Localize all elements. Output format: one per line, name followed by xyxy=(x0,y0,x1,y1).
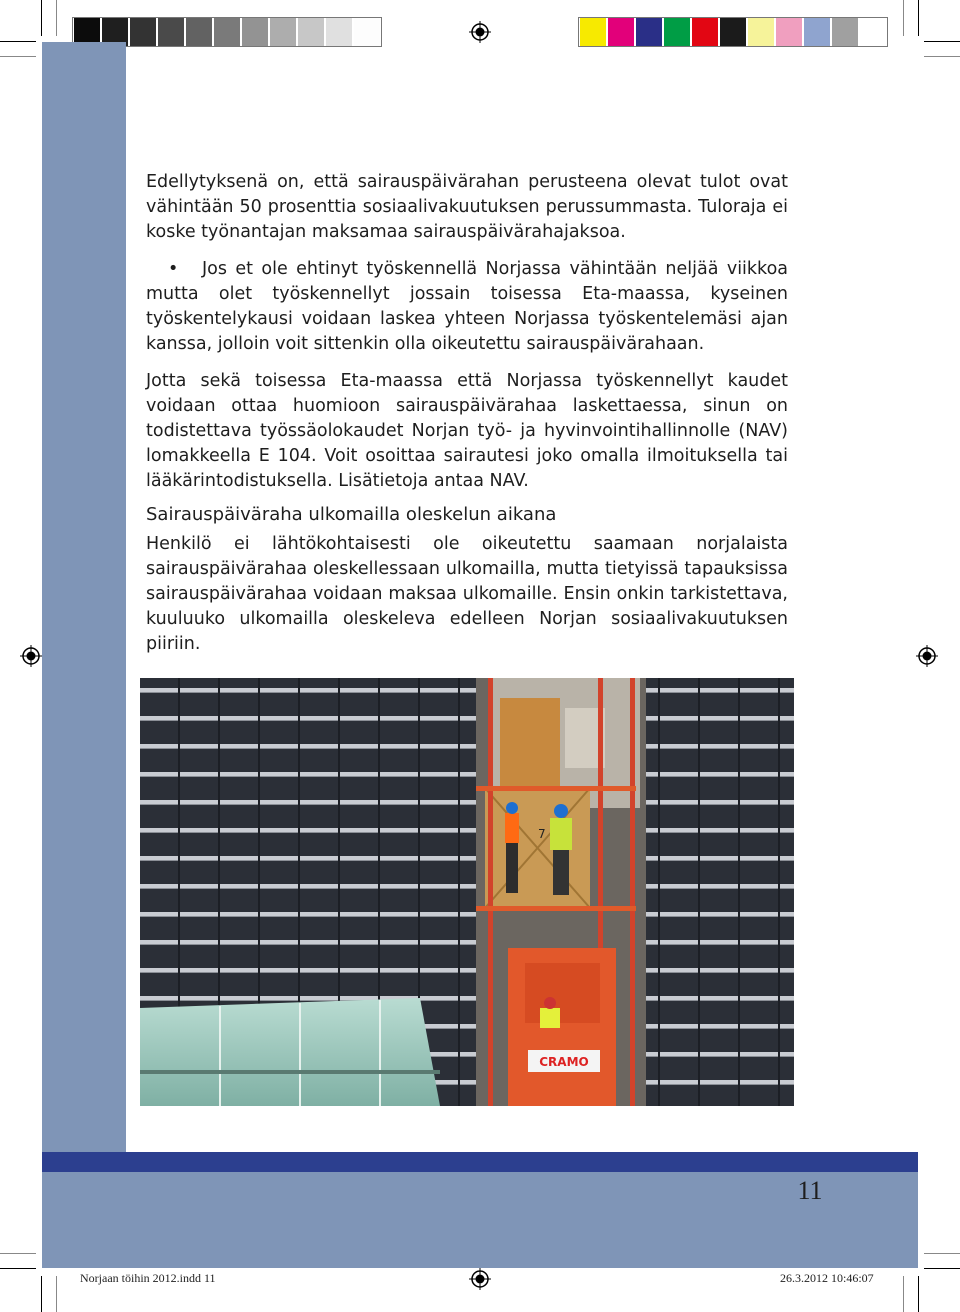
color-swatch xyxy=(158,18,184,46)
color-swatch xyxy=(186,18,212,46)
color-swatch xyxy=(242,18,268,46)
construction-scene xyxy=(140,678,794,1106)
color-swatch xyxy=(298,18,324,46)
bullet-text-first: Jos et ole ehtinyt työskennellä Norjassa vähintään neljää viikkoa xyxy=(202,259,788,279)
color-swatch xyxy=(580,18,606,46)
page-number: 11 xyxy=(797,1176,823,1205)
body-text xyxy=(146,532,788,657)
paragraph-eligibility: Edellytyksenä on, että sairauspäivärahan perusteena olevat tulot ovat vähintään 50 prosenttia sosiaalivakuutuksen perussummasta. Tuloraja ei koske työnantajan maksamaa sairauspäivärahajaksoa. xyxy=(146,172,788,242)
crop-mark xyxy=(924,1253,960,1254)
crop-mark xyxy=(0,1268,36,1269)
registration-mark-icon xyxy=(916,645,938,667)
color-swatch xyxy=(326,18,352,46)
crop-mark xyxy=(924,41,960,42)
color-swatch xyxy=(692,18,718,46)
color-swatch xyxy=(214,18,240,46)
crop-mark xyxy=(0,56,36,57)
crop-mark xyxy=(56,1276,57,1312)
paragraph-abroad: Henkilö ei lähtökohtaisesti ole oikeutettu saamaan norjalaista sairauspäivärahaa oleskellessaan ulkomailla, mutta tietyissä tapauksissa sairauspäivärahaa voidaan maksaa ulkomaille. Ensin onkin tarkistettava, kuuluuko ulkomailla oleskeleva edelleen Norjan sosiaalivakuutuksen piiriin. xyxy=(146,534,788,654)
bullet-text-rest: mutta olet työskennellyt jossain toisessa Eta-maassa, kyseinen työskentelykausi voidaan laskea yhteen Norjassa työskentelemäsi ajan kanssa, jolloin voit sittenkin olla oikeutettu sairauspäivärahaan. xyxy=(146,284,788,354)
slug-timestamp: 26.3.2012 10:46:07 xyxy=(780,1271,874,1285)
crop-mark xyxy=(41,1276,42,1312)
crop-mark xyxy=(903,1276,904,1312)
crop-mark xyxy=(0,1253,36,1254)
color-swatch xyxy=(664,18,690,46)
crop-mark xyxy=(41,0,42,36)
color-swatch xyxy=(748,18,774,46)
paragraph-eta-periods: Jotta sekä toisessa Eta-maassa että Norjassa työskennellyt kaudet voidaan ottaa huomioon sairauspäivärahaa laskettaessa, sinun on todistettava työssäolokaudet Norjan työ- ja hyvinvointihallinnolle (NAV) lomakkeella E 104. Voit osoittaa sairautesi joko omalla ilmoituksella tai lääkärintodistuksella. Lisätietoja antaa NAV. xyxy=(146,371,788,491)
body-text xyxy=(146,369,788,494)
color-swatch xyxy=(720,18,746,46)
bullet-item xyxy=(146,257,788,357)
color-swatch xyxy=(608,18,634,46)
slug-filename: Norjaan töihin 2012.indd 11 xyxy=(80,1271,216,1285)
color-swatch xyxy=(832,18,858,46)
crop-mark xyxy=(56,0,57,36)
color-swatch xyxy=(270,18,296,46)
color-swatch xyxy=(636,18,662,46)
color-swatch xyxy=(130,18,156,46)
color-swatch xyxy=(776,18,802,46)
registration-mark-icon xyxy=(469,21,491,43)
registration-mark-icon xyxy=(20,645,42,667)
bullet-marker: • xyxy=(168,259,179,279)
footer-band-light xyxy=(42,1172,918,1268)
crop-mark xyxy=(918,0,919,36)
crop-mark xyxy=(918,1276,919,1312)
lift-sign: CRAMO xyxy=(539,1055,589,1069)
color-swatch xyxy=(354,18,380,46)
crop-mark xyxy=(924,56,960,57)
registration-mark-icon xyxy=(469,1268,491,1290)
crop-mark xyxy=(0,41,36,42)
construction-photo xyxy=(140,678,794,1106)
section-heading: Sairauspäiväraha ulkomailla oleskelun aikana xyxy=(146,504,557,525)
page-side-bar xyxy=(42,42,126,1152)
crop-mark xyxy=(903,0,904,36)
color-swatch xyxy=(804,18,830,46)
floor-number: 7 xyxy=(538,827,546,841)
footer-band-dark xyxy=(42,1152,918,1172)
crop-mark xyxy=(924,1268,960,1269)
body-text xyxy=(146,170,788,245)
